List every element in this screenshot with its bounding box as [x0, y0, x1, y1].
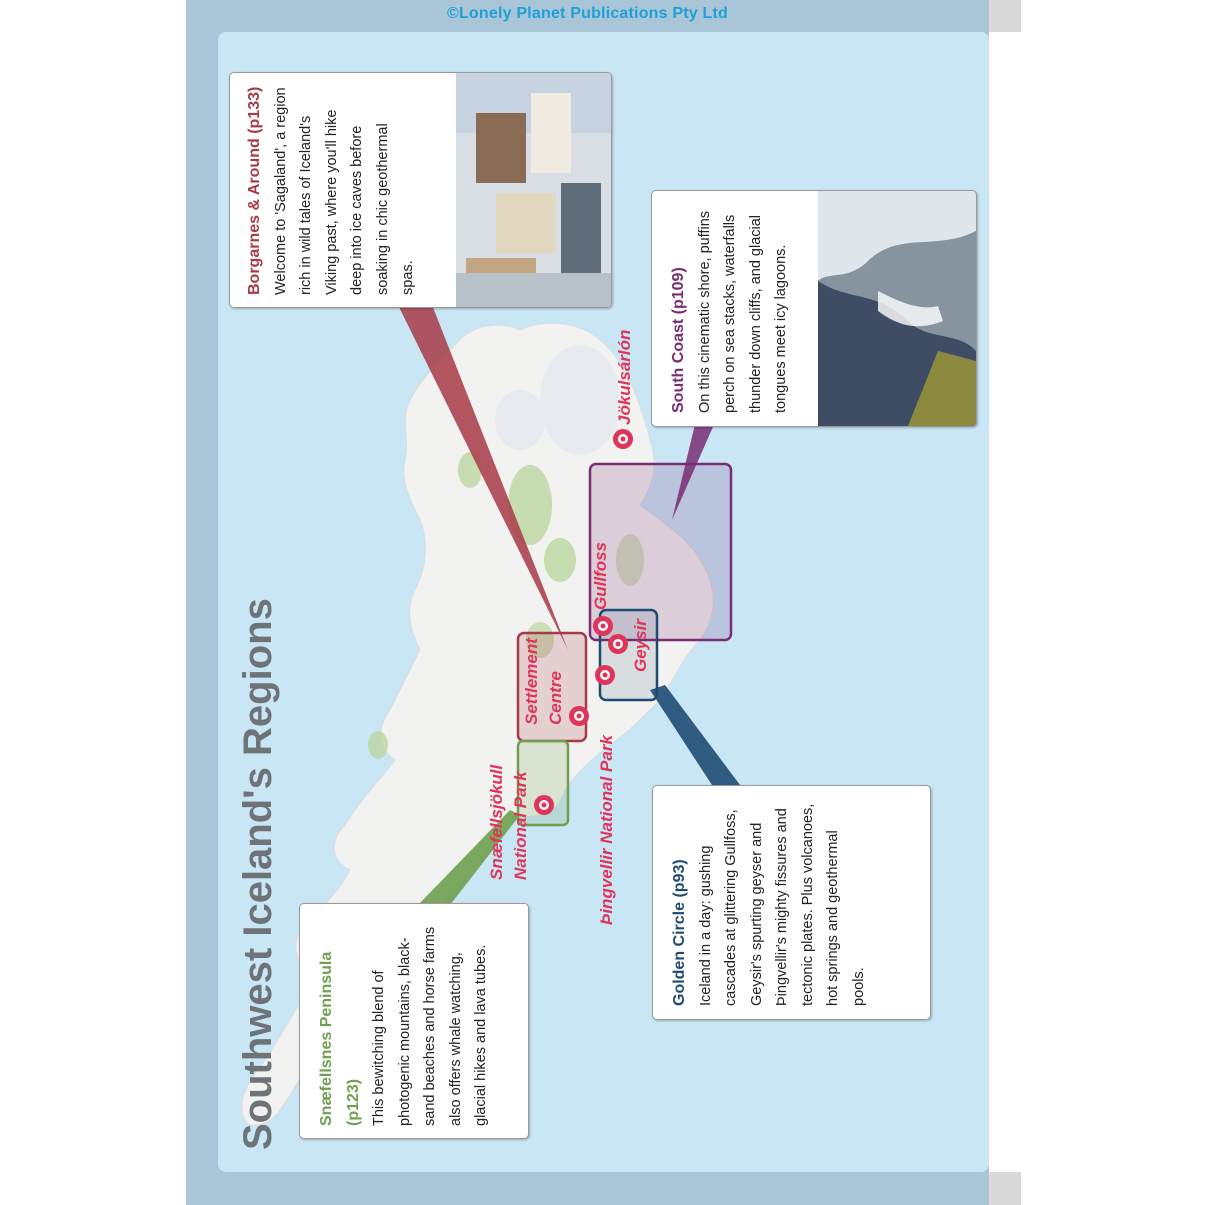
label-thingvellir: Þingvellir National Park	[597, 735, 616, 925]
snaefellsnes-body: This bewitching blend of photogenic mountains, black-sand beaches and horse farms also offers whale watching, glacial hikes and lava tubes.	[371, 926, 489, 1126]
pin-icon-thingvellir	[595, 665, 615, 685]
pin-icon-gullfoss	[593, 616, 613, 636]
south-coast-heading: South Coast (p109)	[670, 267, 687, 413]
borgarnes-photo	[456, 73, 611, 307]
borgarnes-card	[229, 72, 612, 308]
snaefellsnes-card	[299, 903, 529, 1139]
south-coast-text	[666, 203, 795, 413]
page-title: Southwest Iceland's Regions	[236, 598, 280, 1150]
golden-circle-text	[667, 796, 872, 1006]
south-coast-card	[651, 190, 977, 427]
pin-icon-jokulsarlon	[613, 429, 633, 449]
pin-icon-settlement	[569, 706, 589, 726]
label-gullfoss: Gullfoss	[591, 541, 610, 610]
label-geysir: Geysir	[631, 619, 650, 672]
pin-icon-snaefellsjokull	[534, 795, 554, 815]
south-coast-photo	[818, 191, 976, 426]
golden-circle-heading: Golden Circle (p93)	[671, 859, 688, 1006]
vegetation-patch	[368, 731, 388, 759]
south-coast-body: On this cinematic shore, puffins perch on sea stacks, waterfalls thunder down cliffs, and glacial tongues meet icy lagoons.	[696, 210, 789, 413]
label-snaefellsjokull: Snæfellsjökull National Park	[487, 764, 530, 880]
golden-circle-pointer	[650, 685, 740, 785]
copyright-notice: ©Lonely Planet Publications Pty Ltd	[446, 5, 729, 22]
pin-icon-geysir	[608, 634, 628, 654]
golden-circle-body: Iceland in a day: gushing cascades at glittering Gullfoss, Geysir's spurting geyser and Þingvellir's mighty fissures and tectonic plates. Plus volcanoes, hot springs and geothermal pools.	[697, 803, 867, 1006]
borgarnes-text	[242, 85, 422, 295]
borgarnes-body: Welcome to 'Sagaland', a region rich in wild tales of Iceland's Viking past, where you'll hike deep into ice caves before soaking in chic geothermal spas.	[272, 87, 416, 295]
snaefellsnes-heading: Snæfellsnes Peninsula (p123)	[318, 951, 362, 1126]
glacier-area	[540, 345, 620, 455]
glacier-area	[495, 390, 545, 450]
label-settlement-centre: Settlement Centre	[522, 638, 565, 725]
borgarnes-heading: Borgarnes & Around (p133)	[246, 86, 263, 295]
golden-circle-card	[652, 785, 931, 1020]
snaefellsnes-text	[314, 914, 495, 1126]
vegetation-patch	[544, 538, 576, 582]
label-jokulsarlon: Jökulsárlón	[615, 329, 634, 425]
